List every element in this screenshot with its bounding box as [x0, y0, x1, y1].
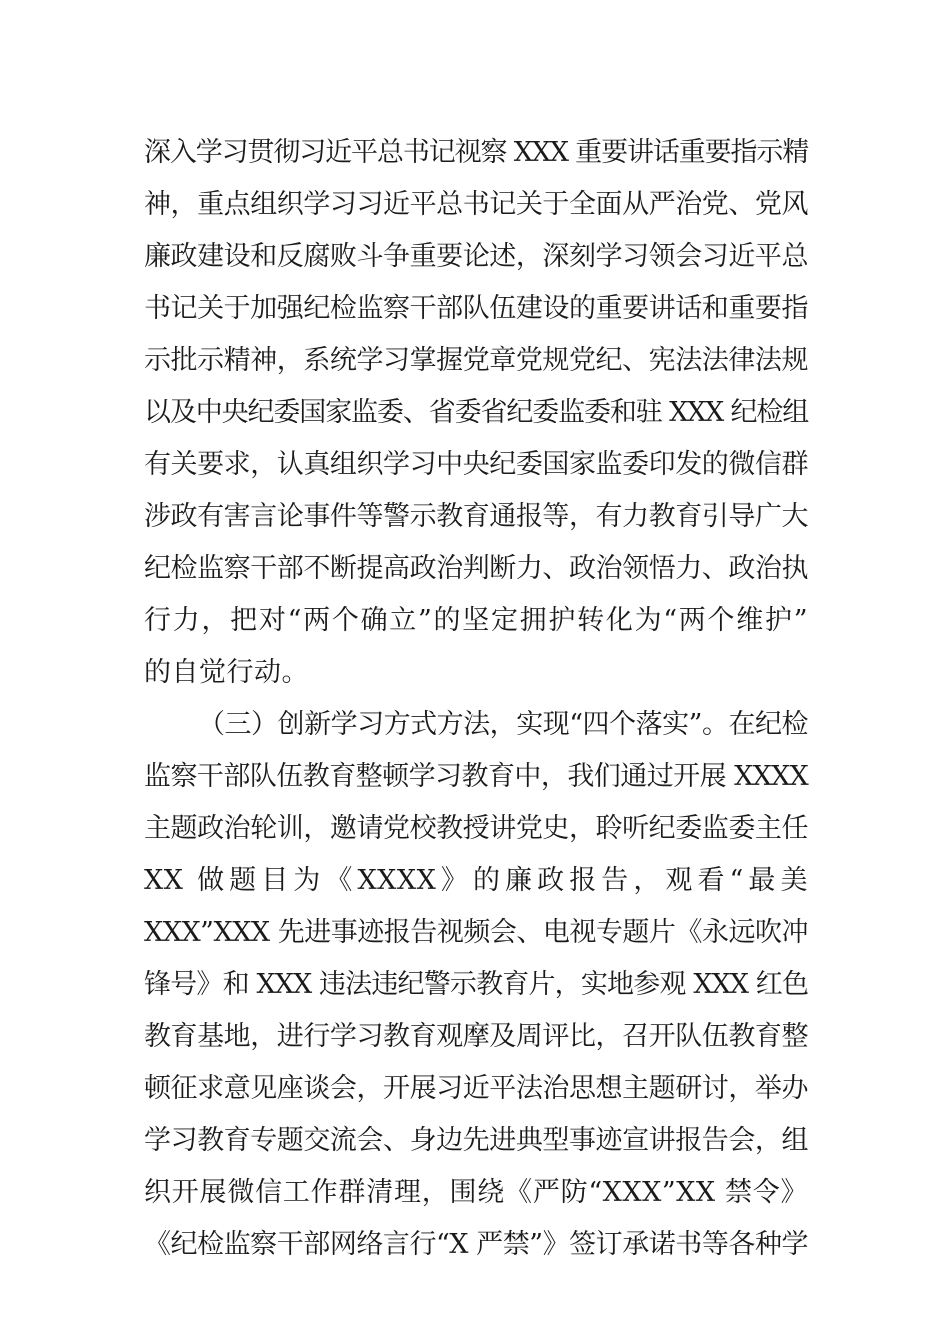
text-line: 主题政治轮训，邀请党校教授讲党史，聆听纪委监委主任	[144, 813, 808, 844]
text-line: 织开展微信工作群清理，围绕《严防“XXX”XX 禁令》	[144, 1177, 808, 1208]
text-line: 示批示精神，系统学习掌握党章党规党纪、宪法法律法规	[144, 345, 808, 376]
text-line: 行力，把对“两个确立”的坚定拥护转化为“两个维护”	[144, 605, 808, 636]
text-line: 监察干部队伍教育整顿学习教育中，我们通过开展 XXXX	[144, 761, 808, 792]
text-line: 纪检监察干部不断提高政治判断力、政治领悟力、政治执	[144, 553, 808, 584]
section-heading-line: （三）创新学习方式方法，实现“四个落实”。在纪检	[198, 709, 808, 740]
text-line: 以及中央纪委国家监委、省委省纪委监委和驻 XXX 纪检组	[144, 397, 808, 428]
text-line: 的自觉行动。	[144, 657, 309, 688]
text-line: XX 做题目为《XXXX》的廉政报告，观看“最美	[144, 865, 808, 896]
text-line: 书记关于加强纪检监察干部队伍建设的重要讲话和重要指	[144, 293, 808, 324]
text-line: 顿征求意见座谈会，开展习近平法治思想主题研讨，举办	[144, 1073, 808, 1104]
text-line: 深入学习贯彻习近平总书记视察 XXX 重要讲话重要指示精	[144, 137, 808, 168]
text-line: 神，重点组织学习习近平总书记关于全面从严治党、党风	[144, 189, 808, 220]
text-line: 学习教育专题交流会、身边先进典型事迹宣讲报告会，组	[144, 1125, 808, 1156]
text-line: 涉政有害言论事件等警示教育通报等，有力教育引导广大	[144, 501, 808, 532]
text-line: 《纪检监察干部网络言行“X 严禁”》签订承诺书等各种学	[144, 1229, 808, 1260]
text-line: 有关要求，认真组织学习中央纪委国家监委印发的微信群	[144, 449, 808, 480]
text-line: XXX”XXX 先进事迹报告视频会、电视专题片《永远吹冲	[144, 917, 808, 948]
text-line: 廉政建设和反腐败斗争重要论述，深刻学习领会习近平总	[144, 241, 808, 272]
text-line: 锋号》和 XXX 违法违纪警示教育片，实地参观 XXX 红色	[144, 969, 808, 1000]
text-line: 教育基地，进行学习教育观摩及周评比，召开队伍教育整	[144, 1021, 808, 1052]
